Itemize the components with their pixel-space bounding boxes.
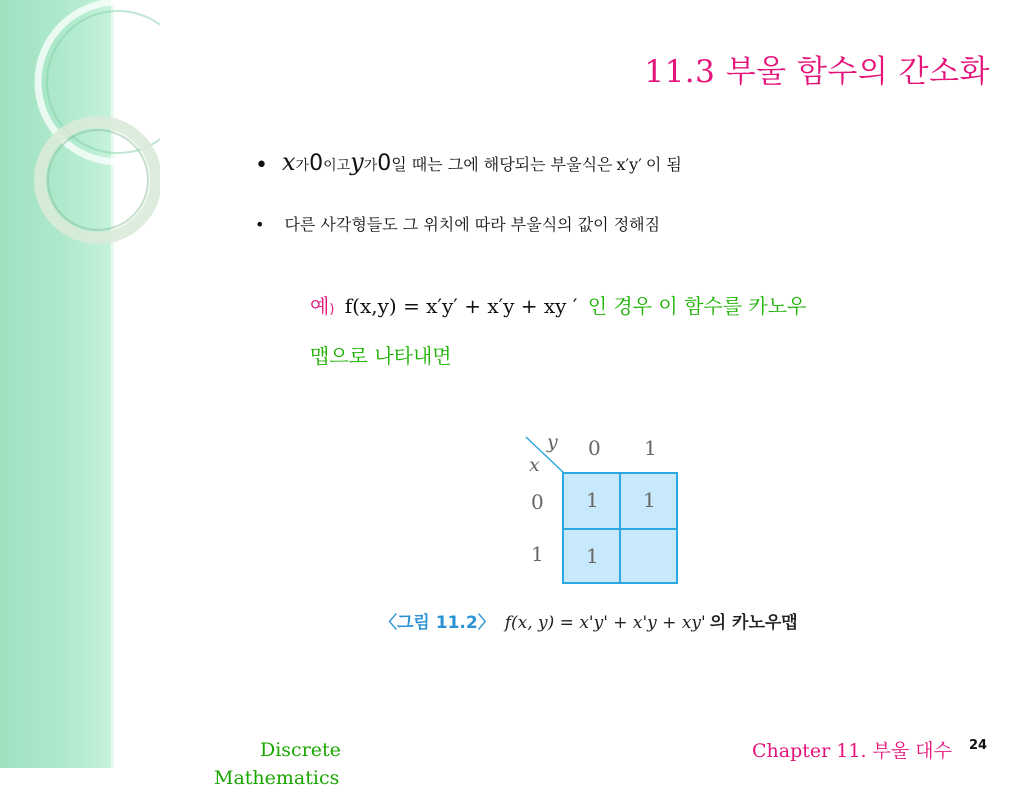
example-text: 인 경우 이 함수를 카노우 (587, 294, 807, 318)
karnaugh-map (500, 425, 700, 590)
example-label: 예 (310, 294, 330, 318)
kmap-col-header-1: 1 (644, 436, 657, 460)
bullet-dot: • (255, 215, 265, 234)
example-line-1 (310, 290, 806, 319)
bullet-dot: • (255, 153, 268, 178)
text-ga-2: 가 (363, 158, 378, 174)
kmap-row-header-1: 1 (531, 542, 544, 566)
bullet-1-text: 일 때는 그에 해당되는 부울식은 (391, 155, 613, 174)
example-paren: ) (329, 302, 335, 317)
kmap-col-header-0: 0 (588, 436, 601, 460)
bullet-1-expression: x′y′ (616, 155, 642, 174)
kmap-col-var: y (547, 431, 558, 453)
text-igo: 이고 (323, 158, 351, 174)
bullet-2-text: 다른 사각형들도 그 위치에 따라 부울식의 값이 정해짐 (284, 215, 661, 234)
kmap-cell-0-1: 1 (643, 488, 656, 512)
slide-title: 11.3 부울 함수의 간소화 (644, 54, 990, 90)
example-line-2: 맵으로 나타내면 (310, 344, 452, 368)
kmap-cell-0-0: 1 (586, 488, 599, 512)
kmap-row-header-0: 0 (531, 490, 544, 514)
decorative-rings (0, 0, 160, 260)
zero-2: 0 (377, 151, 392, 176)
kmap-cell-1-0: 1 (586, 544, 599, 568)
bullet-item-2 (255, 212, 660, 235)
bullet-item-1 (255, 148, 682, 176)
bullet-1-end: 이 됨 (645, 155, 682, 174)
footer-left-line-2: Mathematics (214, 767, 340, 789)
text-ga-1: 가 (295, 158, 310, 174)
example-formula: f(x,y) = x′y′ + x′y + xy ′ (344, 294, 578, 318)
caption-label: 〈그림 11.2〉 (380, 613, 495, 633)
ring-small-inner (48, 130, 148, 230)
caption-text: 의 카노우맵 (709, 613, 798, 633)
footer-left-line-1: Discrete (260, 739, 341, 761)
kmap-row-var: x (529, 454, 540, 476)
zero-1: 0 (309, 151, 324, 176)
ring-small (40, 122, 156, 238)
var-x: x (281, 148, 296, 176)
caption-formula: f(x, y) = x'y' + x'y + xy' (504, 613, 706, 633)
figure-caption (380, 608, 798, 633)
page-number: 24 (969, 738, 988, 753)
footer-course-title (214, 736, 341, 792)
footer-chapter: Chapter 11. 부울 대수 (752, 740, 952, 762)
var-y: y (350, 148, 364, 176)
